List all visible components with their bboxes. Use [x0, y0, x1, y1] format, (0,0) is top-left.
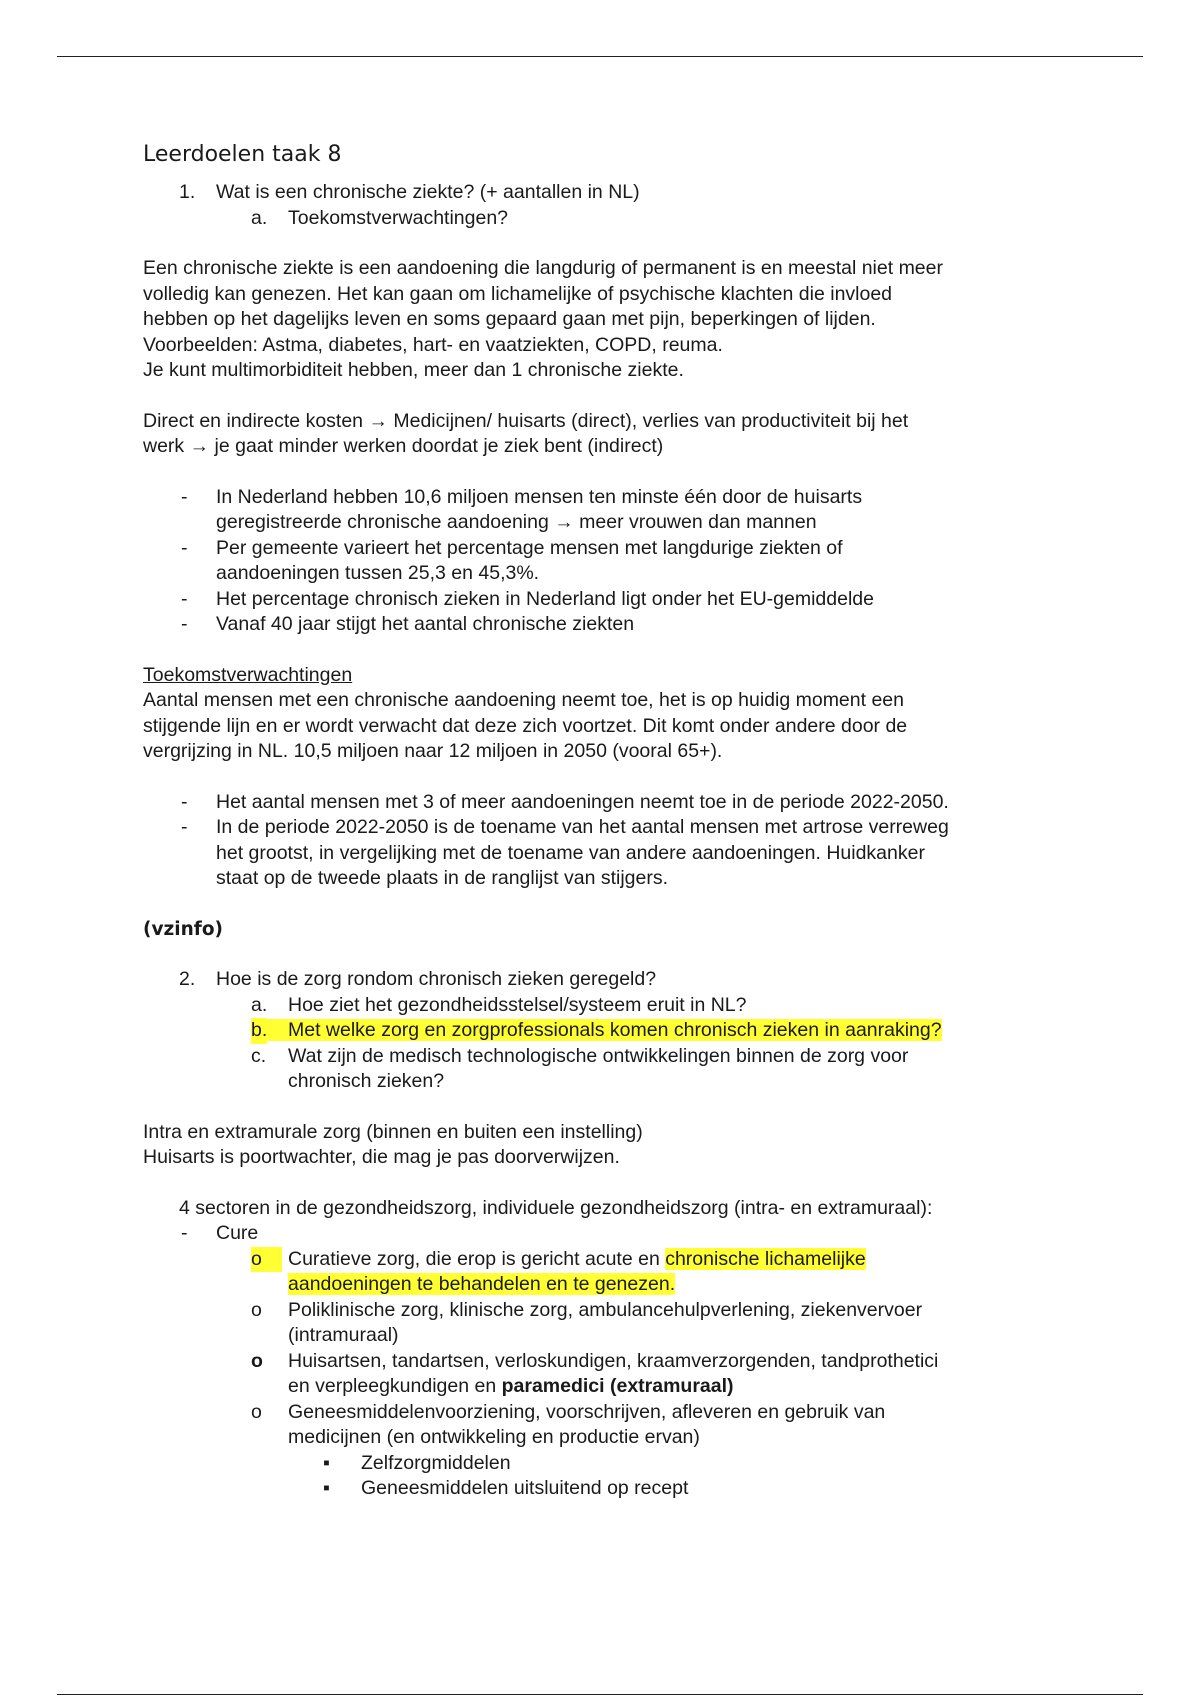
- footer-rule: [57, 1694, 1143, 1695]
- paragraph-line: Huisarts is poortwachter, die mag je pas doorverwijzen.: [143, 1146, 620, 1168]
- highlighted-text: aandoeningen te behandelen en te genezen.: [288, 1273, 676, 1295]
- sectors-intro: 4 sectoren in de gezondheidszorg, individuele gezondheidszorg (intra- en extramuraal):: [179, 1196, 933, 1219]
- paragraph-line: hebben op het dagelijks leven en soms gepaard gaan met pijn, beperkingen of lijden.: [143, 308, 876, 330]
- care-paragraph: [143, 1120, 1063, 1171]
- list-item: - Het percentage chronisch zieken in Nederland ligt onder het EU-gemiddelde: [143, 587, 1063, 613]
- question-1: [143, 180, 1063, 206]
- sub-question-text: Toekomstverwachtingen?: [288, 206, 509, 229]
- circle-bullet: o: [251, 1298, 262, 1321]
- sub-question-text: Wat zijn de medisch technologische ontwikkelingen binnen de zorg voor: [288, 1044, 909, 1067]
- list-letter: b.: [251, 1018, 267, 1044]
- list-item: - In de periode 2022-2050 is de toename van het aantal mensen met artrose verreweg het grootst, in vergelijking met de toename van andere aandoeningen. Huidkanker staat op de tweede plaats in de ranglijst van stijgers.: [181, 816, 949, 889]
- paragraph-line: volledig kan genezen. Het kan gaan om lichamelijke of psychische klachten die invloed: [143, 282, 893, 305]
- question-text: Wat is een chronische ziekte? (+ aantallen in NL): [216, 181, 640, 203]
- list-item: - In Nederland hebben 10,6 miljoen mensen ten minste één door de huisarts geregistreerde chronische aandoening → meer vrouwen dan mannen: [181, 485, 863, 533]
- highlighted-sub-question-text: Met welke zorg en zorgprofessionals komen chronisch zieken in aanraking?: [251, 1019, 942, 1041]
- dash-bullet: -: [181, 790, 188, 813]
- list-item-cure: [143, 1221, 1063, 1247]
- cure-label: Cure: [216, 1222, 259, 1244]
- facts-list: [143, 485, 1063, 638]
- bold-text: paramedici (extramuraal): [501, 1375, 734, 1397]
- source-label: (vzinfo): [143, 918, 224, 940]
- cure-item: o Poliklinische zorg, klinische zorg, ambulancehulpverlening, ziekenvervoer (intramuraal): [251, 1298, 923, 1346]
- list-item: - Per gemeente varieert het percentage mensen met langdurige ziekten of aandoeningen tussen 25,3 en 45,3%.: [181, 536, 843, 584]
- question-2-sub-b: [143, 1018, 1063, 1044]
- paragraph-line: Een chronische ziekte is een aandoening die langdurig of permanent is en meestal niet meer: [143, 257, 943, 279]
- question-text: Hoe is de zorg rondom chronisch zieken geregeld?: [216, 968, 657, 990]
- cure-item: o Geneesmiddelenvoorziening, voorschrijven, afleveren en gebruik van medicijnen (en ontwikkeling en productie ervan): [251, 1400, 886, 1448]
- list-number: 1.: [179, 181, 196, 203]
- dash-bullet: -: [181, 1222, 188, 1244]
- sub-question-text: chronisch zieken?: [288, 1070, 445, 1092]
- header-rule: [57, 56, 1143, 57]
- question-1-sub-a: [143, 206, 1063, 232]
- question-2: [143, 967, 1063, 993]
- paragraph-line: werk → je gaat minder werken doordat je ziek bent (indirect): [143, 435, 664, 457]
- paragraph-line: Voorbeelden: Astma, diabetes, hart- en vaatziekten, COPD, reuma.: [143, 333, 723, 356]
- dash-bullet: -: [181, 485, 188, 508]
- paragraph-line: Aantal mensen met een chronische aandoening neemt toe, het is op huidig moment een: [143, 689, 904, 711]
- question-2-sub-c: [143, 1044, 1063, 1095]
- document-body: [143, 140, 1063, 1502]
- medicine-type-item: ▪ Zelfzorgmiddelen: [143, 1451, 1063, 1477]
- paragraph-line: Je kunt multimorbiditeit hebben, meer dan 1 chronische ziekte.: [143, 359, 684, 381]
- list-number: 2.: [179, 968, 196, 990]
- highlighted-text: chronische lichamelijke: [665, 1247, 866, 1270]
- circle-bullet: o: [251, 1247, 282, 1273]
- circle-bullet: o: [251, 1349, 263, 1372]
- dash-bullet: -: [181, 587, 188, 610]
- dash-bullet: -: [181, 613, 188, 635]
- list-letter: c.: [251, 1044, 267, 1067]
- dash-bullet: -: [181, 816, 188, 838]
- paragraph-line: stijgende lijn en er wordt verwacht dat deze zich voortzet. Dit komt onder andere door de: [143, 714, 908, 737]
- paragraph-line: vergrijzing in NL. 10,5 miljoen naar 12 miljoen in 2050 (vooral 65+).: [143, 740, 723, 762]
- circle-bullet: o: [251, 1400, 262, 1423]
- dash-bullet: -: [181, 536, 188, 559]
- list-letter: a.: [251, 993, 268, 1016]
- costs-paragraph: [143, 409, 1063, 460]
- future-facts-list: [143, 790, 1063, 892]
- sub-question-text: Hoe ziet het gezondheidsstelsel/systeem eruit in NL?: [288, 993, 747, 1016]
- cure-item: o Huisartsen, tandartsen, verloskundigen, kraamverzorgenden, tandprothetici en verpleegkundigen en paramedici (extramuraal): [251, 1349, 939, 1397]
- document-title: Leerdoelen taak 8: [143, 142, 342, 167]
- question-2-sub-a: [143, 993, 1063, 1019]
- future-paragraph: [143, 688, 1063, 765]
- list-item: - Het aantal mensen met 3 of meer aandoeningen neemt toe in de periode 2022-2050.: [143, 790, 1063, 816]
- paragraph-line: Direct en indirecte kosten → Medicijnen/ huisarts (direct), verlies van productiviteit bij het: [143, 409, 909, 432]
- square-bullet: ▪: [323, 1451, 330, 1474]
- section-heading: Toekomstverwachtingen: [143, 663, 353, 686]
- paragraph-line: Intra en extramurale zorg (binnen en buiten een instelling): [143, 1120, 643, 1143]
- cure-item: o Curatieve zorg, die erop is gericht acute en chronische lichamelijke aandoeningen te behandelen en te genezen.: [251, 1247, 866, 1295]
- definition-paragraph: [143, 256, 1063, 384]
- list-letter: a.: [251, 206, 268, 229]
- square-bullet: ▪: [323, 1477, 330, 1499]
- list-item: - Vanaf 40 jaar stijgt het aantal chronische ziekten: [143, 612, 1063, 638]
- medicine-type-item: ▪ Geneesmiddelen uitsluitend op recept: [143, 1476, 1063, 1502]
